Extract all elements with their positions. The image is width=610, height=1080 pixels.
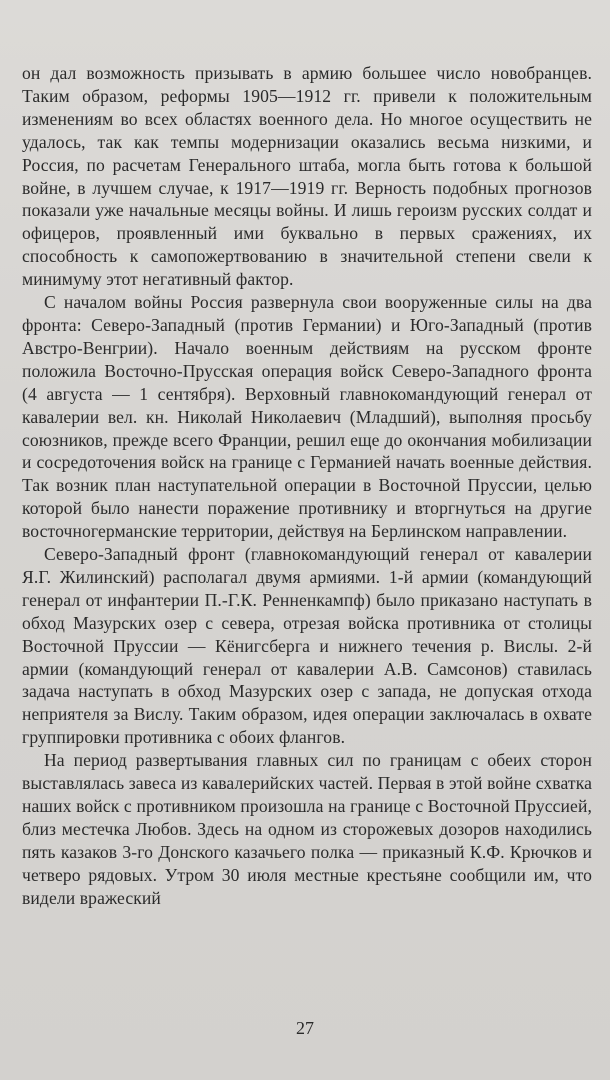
paragraph-4: На период развертывания главных сил по границам с обеих сторон выставлялась завеса из кавалерийских частей. Первая в этой войне схватка наших войск с противником произошла на границе с Восточной Пруссией, близ местечка Любов. Здесь на одном из сторожевых дозоров находились пять казаков 3-го Донского казачьего полка — приказный К.Ф. Крючков и четверо рядовых. Утром 30 июля местные крестьяне сообщили им, что видели вражеский bbox=[22, 750, 592, 908]
paragraph-3: Северо-Западный фронт (главнокомандующий генерал от кавалерии Я.Г. Жилинский) располагал двумя армиями. 1-й армии (командующий генерал от инфантерии П.-Г.К. Ренненкампф) было приказано наступать в обход Мазурских озер с севера, отрезая войска противника от столицы Восточной Пруссии — Кёнигсберга и нижнего течения р. Вислы. 2-й армии (командующий генерал от кавалерии А.В. Самсонов) ставилась задача наступать в обход Мазурских озер с запада, не допуская отхода неприятеля за Вислу. Таким образом, идея операции заключалась в охвате группировки противника с обоих флангов. bbox=[22, 544, 592, 748]
paragraph-1: он дал возможность призывать в армию большее число новобранцев. Таким образом, реформы 1905—1912 гг. привели к положительным изменениям во всех областях военного дела. Но многое осуществить не удалось, так как темпы модернизации оказались весьма низкими, и Россия, по расчетам Генерального штаба, могла быть готова к большой войне, в лучшем случае, к 1917—1919 гг. Верность подобных прогнозов показали уже начальные месяцы войны. И лишь героизм русских солдат и офицеров, проявленный ими буквально в первых сражениях, их способность к самопожертвованию в значительной степени свели к минимуму этот негативный фактор. bbox=[22, 63, 592, 290]
page-number: 27 bbox=[296, 1018, 314, 1038]
paragraph-2: С началом войны Россия развернула свои вооруженные силы на два фронта: Северо-Западный (против Германии) и Юго-Западный (против Австро-Венгрии). Начало военным действиям на русском фронте положила Восточно-Прусская операция войск Северо-Западного фронта (4 августа — 1 сентября). Верховный главнокомандующий генерал от кавалерии вел. кн. Николай Николаевич (Младший), выполняя просьбу союзников, прежде всего Франции, решил еще до окончания мобилизации и сосредоточения войск на границе с Германией начать военные действия. Так возник план наступательной операции в Восточной Пруссии, целью которой было нанести поражение противнику и вторгнуться на другие восточногерманские территории, действуя на Берлинском направлении. bbox=[22, 292, 592, 542]
body-text bbox=[22, 62, 592, 910]
